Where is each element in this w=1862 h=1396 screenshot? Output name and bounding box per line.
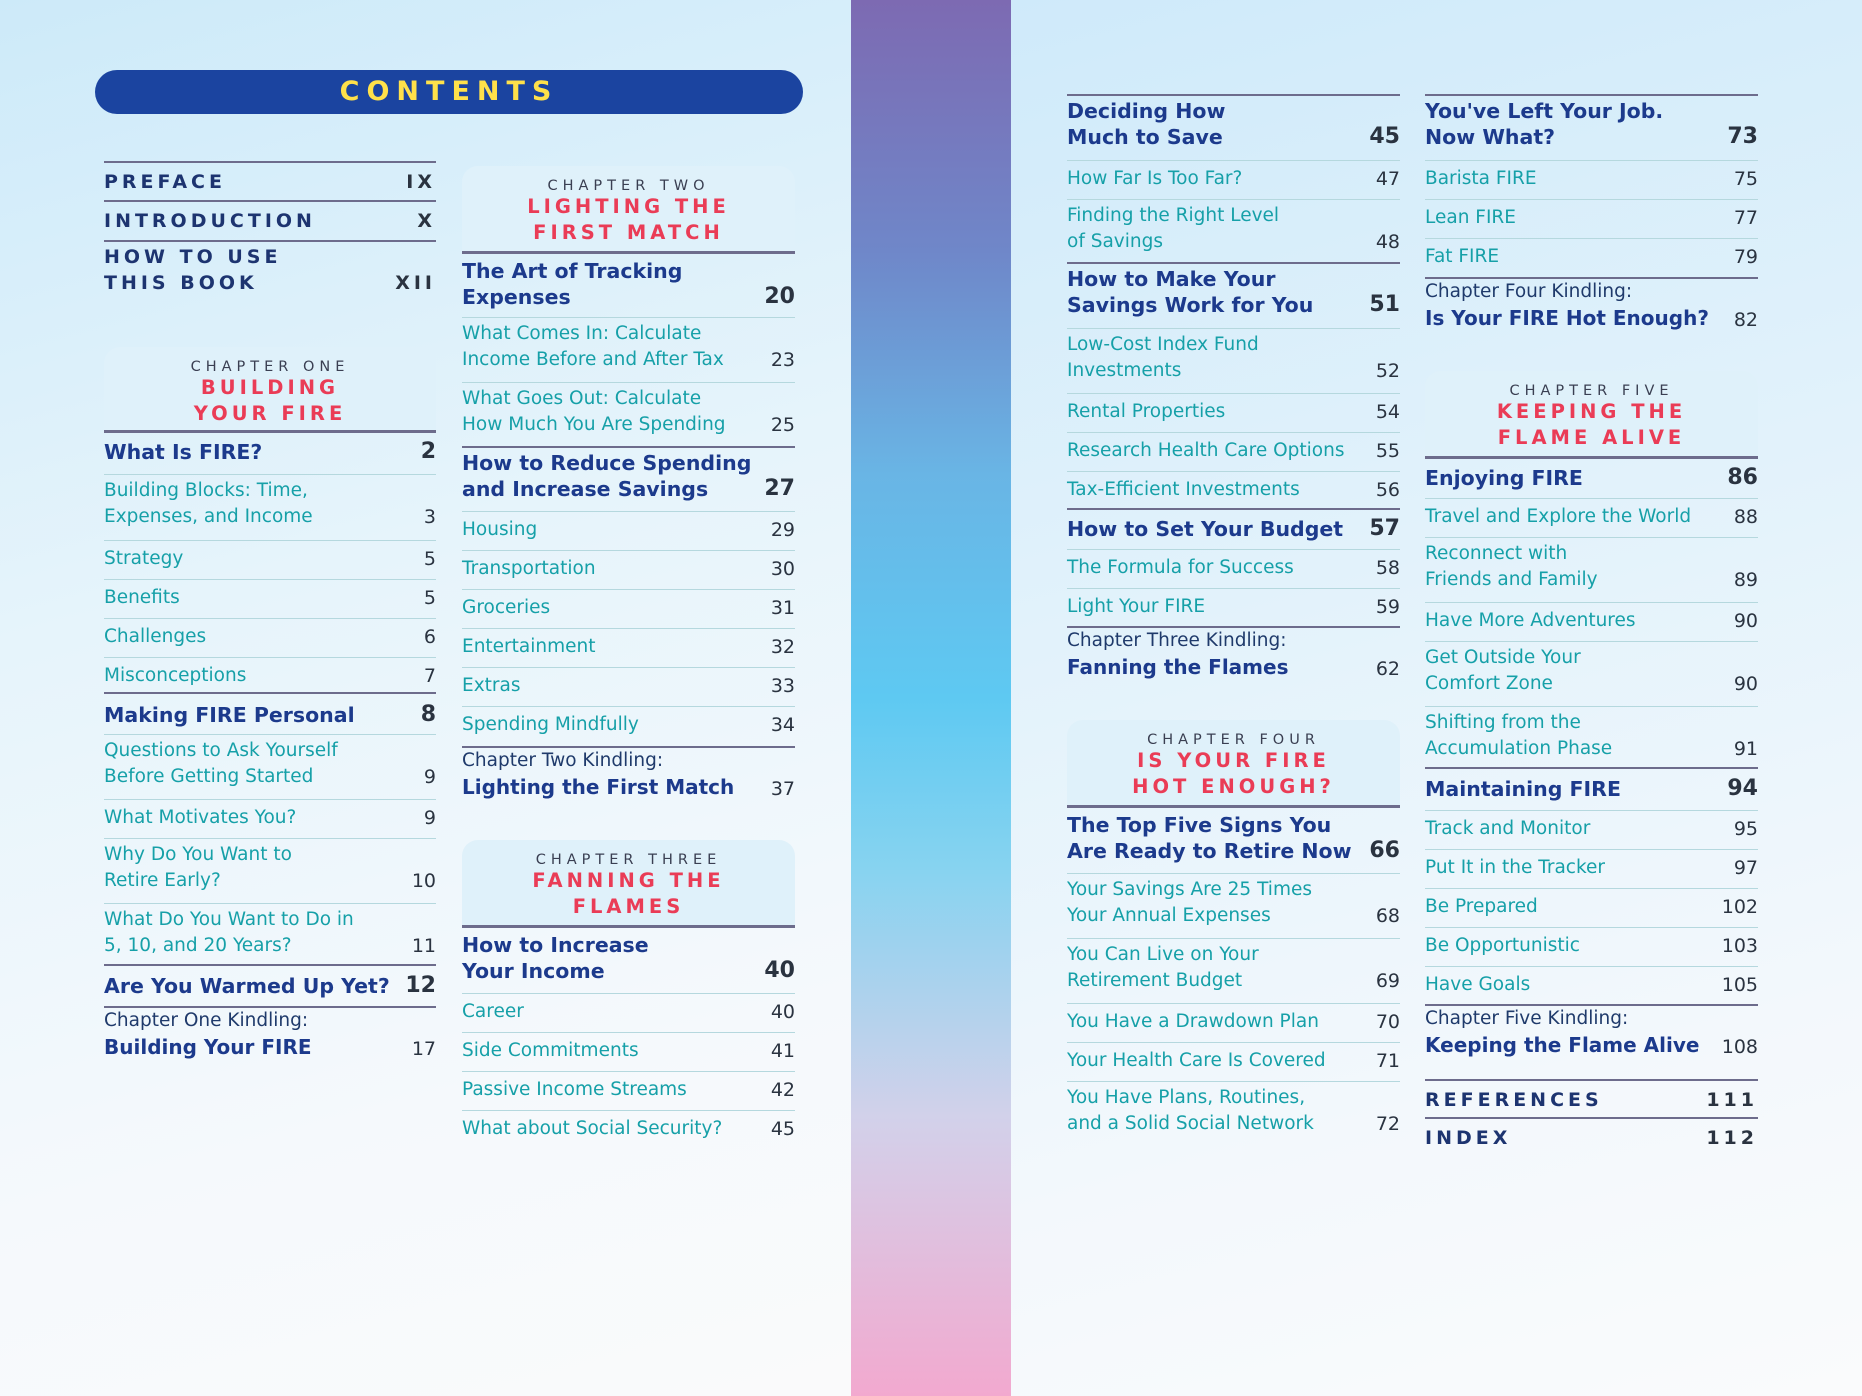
toc-entry[interactable]: You've Left Your Job. Now What? 73 <box>1425 94 1758 150</box>
toc-entry[interactable]: Track and Monitor 95 <box>1425 810 1758 842</box>
toc-entry-index[interactable]: INDEX 112 <box>1425 1117 1758 1151</box>
toc-entry[interactable]: How to Reduce Spending and Increase Savings 27 <box>462 446 795 502</box>
toc-entry[interactable]: The Formula for Success 58 <box>1067 549 1400 581</box>
chapter-four-header: CHAPTER FOUR IS YOUR FIRE HOT ENOUGH? <box>1067 720 1400 808</box>
toc-entry-how-to-use[interactable]: HOW TO USE THIS BOOK XII <box>104 240 436 296</box>
toc-entry[interactable]: You Can Live on Your Retirement Budget 69 <box>1067 938 1400 994</box>
toc-entry[interactable]: Put It in the Tracker 97 <box>1425 849 1758 881</box>
toc-entry[interactable]: Entertainment 32 <box>462 628 795 660</box>
toc-entry[interactable]: Be Prepared 102 <box>1425 888 1758 920</box>
toc-entry[interactable]: How Far Is Too Far? 47 <box>1067 160 1400 192</box>
toc-kindling-four[interactable]: Chapter Four Kindling: Is Your FIRE Hot Enough? 82 <box>1425 277 1758 333</box>
toc-entry[interactable]: How to Set Your Budget 57 <box>1067 508 1400 542</box>
toc-entry[interactable]: Challenges 6 <box>104 618 436 650</box>
contents-title: CONTENTS <box>339 76 559 107</box>
toc-entry[interactable]: Making FIRE Personal 8 <box>104 692 436 728</box>
toc-entry[interactable]: Maintaining FIRE 94 <box>1425 767 1758 802</box>
toc-entry[interactable]: What Is FIRE? 2 <box>104 439 436 464</box>
toc-entry[interactable]: Barista FIRE 75 <box>1425 160 1758 192</box>
toc-entry[interactable]: Reconnect with Friends and Family 89 <box>1425 537 1758 593</box>
toc-entry[interactable]: Transportation 30 <box>462 550 795 582</box>
toc-entry[interactable]: Tax-Efficient Investments 56 <box>1067 471 1400 503</box>
toc-entry[interactable]: Side Commitments 41 <box>462 1032 795 1064</box>
toc-kindling-two[interactable]: Chapter Two Kindling: Lighting the First Match 37 <box>462 746 795 802</box>
toc-entry[interactable]: The Top Five Signs You Are Ready to Retire Now 66 <box>1067 813 1400 863</box>
toc-entry[interactable]: Career 40 <box>462 993 795 1025</box>
toc-entry[interactable]: Finding the Right Level of Savings 48 <box>1067 199 1400 255</box>
toc-entry[interactable]: Why Do You Want to Retire Early? 10 <box>104 838 436 894</box>
toc-entry[interactable]: Have More Adventures 90 <box>1425 602 1758 634</box>
toc-kindling-five[interactable]: Chapter Five Kindling: Keeping the Flame Alive 108 <box>1425 1004 1758 1060</box>
toc-entry[interactable]: Low-Cost Index Fund Investments 52 <box>1067 328 1400 384</box>
toc-entry[interactable]: Questions to Ask Yourself Before Getting Started 9 <box>104 734 436 790</box>
contents-banner <box>95 70 803 114</box>
toc-entry[interactable]: Research Health Care Options 55 <box>1067 432 1400 464</box>
toc-entry[interactable]: The Art of Tracking Expenses 20 <box>462 259 795 309</box>
toc-kindling-three[interactable]: Chapter Three Kindling: Fanning the Flames 62 <box>1067 626 1400 682</box>
toc-entry[interactable]: You Have Plans, Routines, and a Solid Social Network 72 <box>1067 1081 1400 1137</box>
book-spine <box>851 0 1011 1396</box>
toc-entry[interactable]: Building Blocks: Time, Expenses, and Income 3 <box>104 474 436 530</box>
toc-entry[interactable]: Be Opportunistic 103 <box>1425 927 1758 959</box>
toc-entry[interactable]: Rental Properties 54 <box>1067 393 1400 425</box>
toc-entry[interactable]: Spending Mindfully 34 <box>462 706 795 738</box>
toc-entry[interactable]: Strategy 5 <box>104 540 436 572</box>
toc-entry-introduction[interactable]: INTRODUCTION X <box>104 200 436 234</box>
toc-entry[interactable]: Light Your FIRE 59 <box>1067 588 1400 620</box>
left-page <box>0 0 851 1396</box>
toc-entry[interactable]: How to Increase Your Income 40 <box>462 933 795 983</box>
toc-entry[interactable]: You Have a Drawdown Plan 70 <box>1067 1003 1400 1035</box>
toc-entry[interactable]: Passive Income Streams 42 <box>462 1071 795 1103</box>
toc-entry[interactable]: Fat FIRE 79 <box>1425 238 1758 270</box>
toc-entry[interactable]: How to Make Your Savings Work for You 51 <box>1067 262 1400 318</box>
toc-entry[interactable]: Benefits 5 <box>104 579 436 611</box>
toc-entry[interactable]: Groceries 31 <box>462 589 795 621</box>
toc-entry[interactable]: What Comes In: Calculate Income Before and After Tax 23 <box>462 317 795 373</box>
toc-entry[interactable]: Your Health Care Is Covered 71 <box>1067 1042 1400 1074</box>
toc-entry[interactable]: What Goes Out: Calculate How Much You Are Spending 25 <box>462 382 795 438</box>
right-page <box>1011 0 1862 1396</box>
toc-entry[interactable]: What Do You Want to Do in 5, 10, and 20 Years? 11 <box>104 903 436 959</box>
toc-entry[interactable]: Lean FIRE 77 <box>1425 199 1758 231</box>
toc-entry[interactable]: Get Outside Your Comfort Zone 90 <box>1425 641 1758 697</box>
toc-entry[interactable]: Deciding How Much to Save 45 <box>1067 94 1400 150</box>
toc-entry[interactable]: Travel and Explore the World 88 <box>1425 498 1758 530</box>
toc-entry[interactable]: Shifting from the Accumulation Phase 91 <box>1425 706 1758 762</box>
chapter-five-header: CHAPTER FIVE KEEPING THE FLAME ALIVE <box>1425 371 1758 459</box>
toc-entry-preface[interactable]: PREFACE IX <box>104 161 436 195</box>
toc-entry[interactable]: Your Savings Are 25 Times Your Annual Expenses 68 <box>1067 873 1400 929</box>
toc-entry[interactable]: What about Social Security? 45 <box>462 1110 795 1142</box>
toc-entry[interactable]: Have Goals 105 <box>1425 966 1758 998</box>
toc-entry[interactable]: What Motivates You? 9 <box>104 799 436 831</box>
chapter-one-header: CHAPTER ONE BUILDING YOUR FIRE <box>104 347 436 433</box>
toc-kindling-one[interactable]: Chapter One Kindling: Building Your FIRE 17 <box>104 1006 436 1062</box>
chapter-three-header: CHAPTER THREE FANNING THE FLAMES <box>462 840 795 928</box>
toc-entry-references[interactable]: REFERENCES 111 <box>1425 1079 1758 1113</box>
toc-entry[interactable]: Enjoying FIRE 86 <box>1425 465 1758 490</box>
toc-entry[interactable]: Housing 29 <box>462 511 795 543</box>
chapter-two-header: CHAPTER TWO LIGHTING THE FIRST MATCH <box>462 166 795 254</box>
toc-entry[interactable]: Are You Warmed Up Yet? 12 <box>104 964 436 999</box>
toc-entry[interactable]: Extras 33 <box>462 667 795 699</box>
toc-entry[interactable]: Misconceptions 7 <box>104 657 436 689</box>
